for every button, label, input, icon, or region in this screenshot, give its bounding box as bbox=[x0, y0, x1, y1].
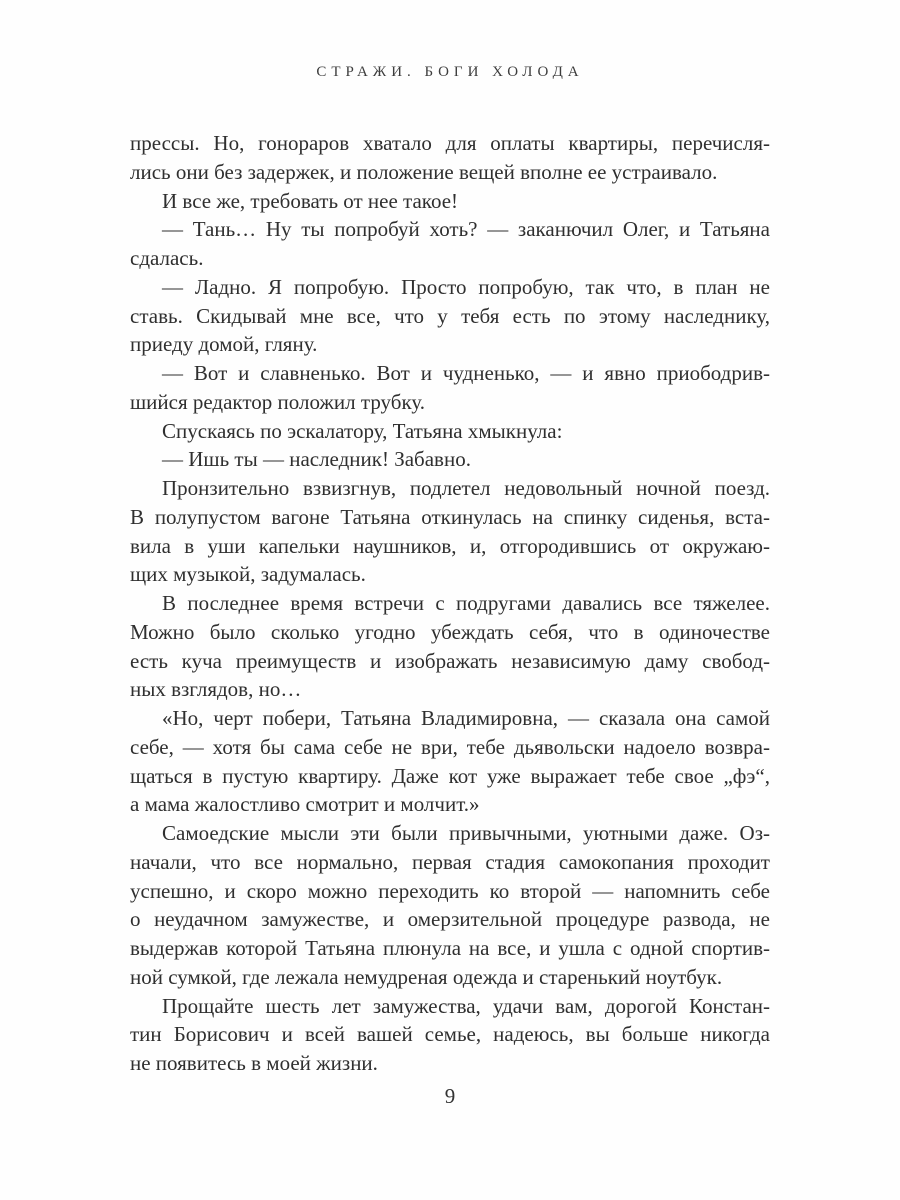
paragraph bbox=[130, 129, 770, 187]
text-line: успешно, и скоро можно переходить ко второй — напомнить себе bbox=[130, 878, 770, 903]
text-line: о неудачном замужестве, и омерзительной процедуре развода, не bbox=[130, 907, 770, 932]
paragraph bbox=[130, 187, 770, 216]
text-line: Спускаясь по эскалатору, Татьяна хмыкнула: bbox=[162, 418, 563, 443]
paragraph bbox=[130, 819, 770, 992]
text-line: Можно было сколько угодно убеждать себя, что в одиночестве bbox=[130, 619, 770, 644]
text-line: щих музыкой, задумалась. bbox=[130, 562, 366, 587]
running-head-title: СТРАЖИ. БОГИ ХОЛОДА bbox=[316, 64, 584, 80]
text-line: вила в уши капельки наушников, и, отгородившись от окружаю- bbox=[130, 533, 770, 558]
text-line: тин Борисович и всей вашей семье, надеюсь, вы больше никогда bbox=[130, 1022, 770, 1047]
paragraph bbox=[130, 359, 770, 417]
paragraph bbox=[130, 474, 770, 589]
text-line: себе, — хотя бы сама себе не ври, тебе дьявольски надоело возвра- bbox=[130, 734, 770, 759]
paragraph bbox=[130, 417, 770, 446]
text-line: лись они без задержек, и положение вещей вполне ее устраивало. bbox=[130, 159, 718, 184]
paragraph bbox=[130, 704, 770, 819]
text-line: шийся редактор положил трубку. bbox=[130, 389, 426, 414]
text-line: В полупустом вагоне Татьяна откинулась на спинку сиденья, вста- bbox=[130, 504, 770, 529]
paragraph bbox=[130, 992, 770, 1078]
page-body bbox=[130, 129, 770, 1078]
text-line: — Ладно. Я попробую. Просто попробую, так что, в план не bbox=[162, 274, 770, 299]
text-line: начали, что все нормально, первая стадия самокопания проходит bbox=[130, 849, 770, 874]
text-line: сдалась. bbox=[130, 246, 204, 270]
page-number: 9 bbox=[444, 1084, 456, 1108]
text-line: выдержав которой Татьяна плюнула на все, и ушла с одной спортив- bbox=[130, 936, 770, 960]
text-line: щаться в пустую квартиру. Даже кот уже выражает тебе свое „фэ“, bbox=[130, 763, 770, 788]
paragraph bbox=[130, 273, 770, 359]
text-line: ставь. Скидывай мне все, что у тебя есть по этому наследнику, bbox=[130, 303, 770, 328]
text-line: а мама жалостливо смотрит и молчит.» bbox=[130, 792, 480, 817]
text-line: «Но, черт побери, Татьяна Владимировна, — сказала она самой bbox=[162, 706, 770, 730]
text-line: ных взглядов, но… bbox=[130, 677, 302, 702]
text-line: есть куча преимуществ и изображать независимую даму свобод- bbox=[130, 648, 770, 673]
text-line: Самоедские мысли эти были привычными, уютными даже. Оз- bbox=[162, 821, 770, 845]
paragraph bbox=[130, 445, 770, 474]
text-line: — Вот и славненько. Вот и чудненько, — и явно приободрив- bbox=[162, 361, 770, 385]
text-line: И все же, требовать от нее такое! bbox=[162, 188, 459, 213]
paragraph bbox=[130, 589, 770, 704]
text-line: прессы. Но, гонораров хватало для оплаты квартиры, перечисля- bbox=[130, 131, 770, 155]
text-line: В последнее время встречи с подругами давались все тяжелее. bbox=[162, 591, 770, 615]
text-line: приеду домой, гляну. bbox=[130, 332, 318, 357]
text-line: — Тань… Ну ты попробуй хоть? — заканючил Олег, и Татьяна bbox=[162, 217, 770, 242]
paragraph bbox=[130, 215, 770, 273]
text-line: не появитесь в моей жизни. bbox=[130, 1051, 378, 1075]
text-line: ной сумкой, где лежала немудреная одежда и старенький ноутбук. bbox=[130, 964, 723, 989]
text-line: Прощайте шесть лет замужества, удачи вам, дорогой Констан- bbox=[162, 993, 770, 1018]
text-line: Пронзительно взвизгнув, подлетел недовольный ночной поезд. bbox=[162, 476, 770, 500]
text-line: — Ишь ты — наследник! Забавно. bbox=[162, 447, 471, 472]
